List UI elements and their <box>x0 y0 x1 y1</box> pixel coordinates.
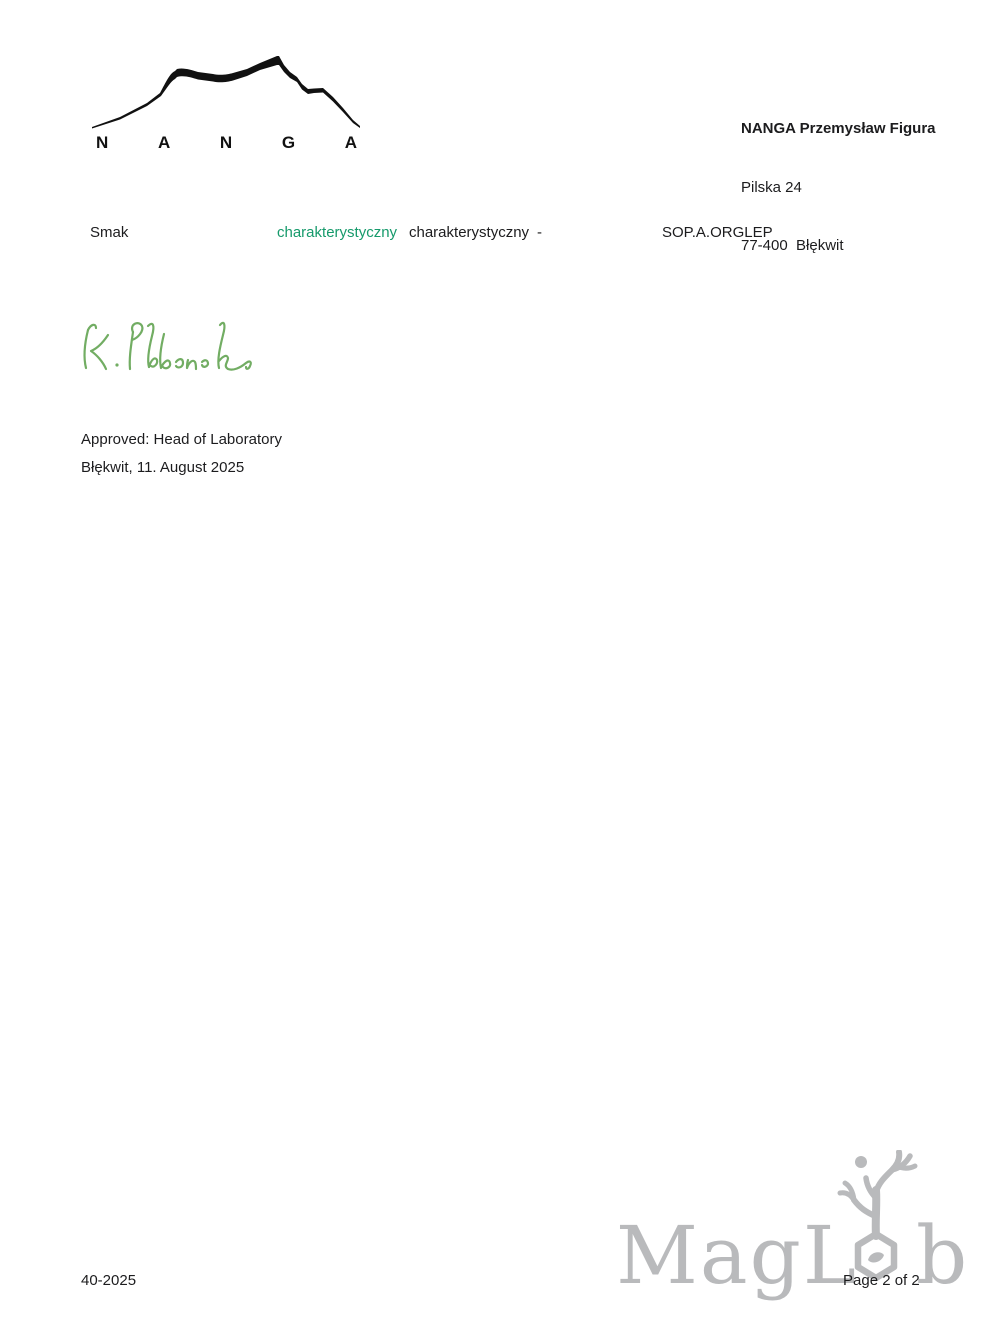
maglab-watermark-text-left: MagL <box>616 1209 858 1302</box>
nanga-wordmark <box>96 133 358 153</box>
logo-letter: A <box>344 133 358 152</box>
company-street: Pilska 24 <box>741 178 802 196</box>
maglab-flask-tree-icon <box>832 1150 920 1284</box>
result-method: SOP.A.ORGLEP <box>662 224 773 241</box>
maglab-watermark-text-right: b <box>916 1209 970 1302</box>
result-specification: charakterystyczny <box>409 224 530 241</box>
signature-handwriting-icon <box>78 316 258 378</box>
logo-letter: N <box>219 133 234 152</box>
document-number: 40-2025 <box>81 1272 137 1289</box>
logo-letter: A <box>157 133 172 152</box>
logo-letter: G <box>281 133 297 152</box>
result-unit: - <box>537 224 542 241</box>
logo-letter: N <box>96 133 110 152</box>
company-city: 77-400 Błękwit <box>741 237 844 254</box>
result-parameter: Smak <box>90 224 129 241</box>
place-date-line: Błękwit, 11. August 2025 <box>81 459 245 476</box>
approved-by-line: Approved: Head of Laboratory <box>81 431 282 448</box>
signature <box>78 316 258 378</box>
company-address-block <box>741 80 936 275</box>
result-value: charakterystyczny <box>277 224 398 241</box>
page-number-label: Page 2 of 2 <box>843 1272 920 1289</box>
company-name: NANGA Przemysław Figura <box>741 120 936 137</box>
